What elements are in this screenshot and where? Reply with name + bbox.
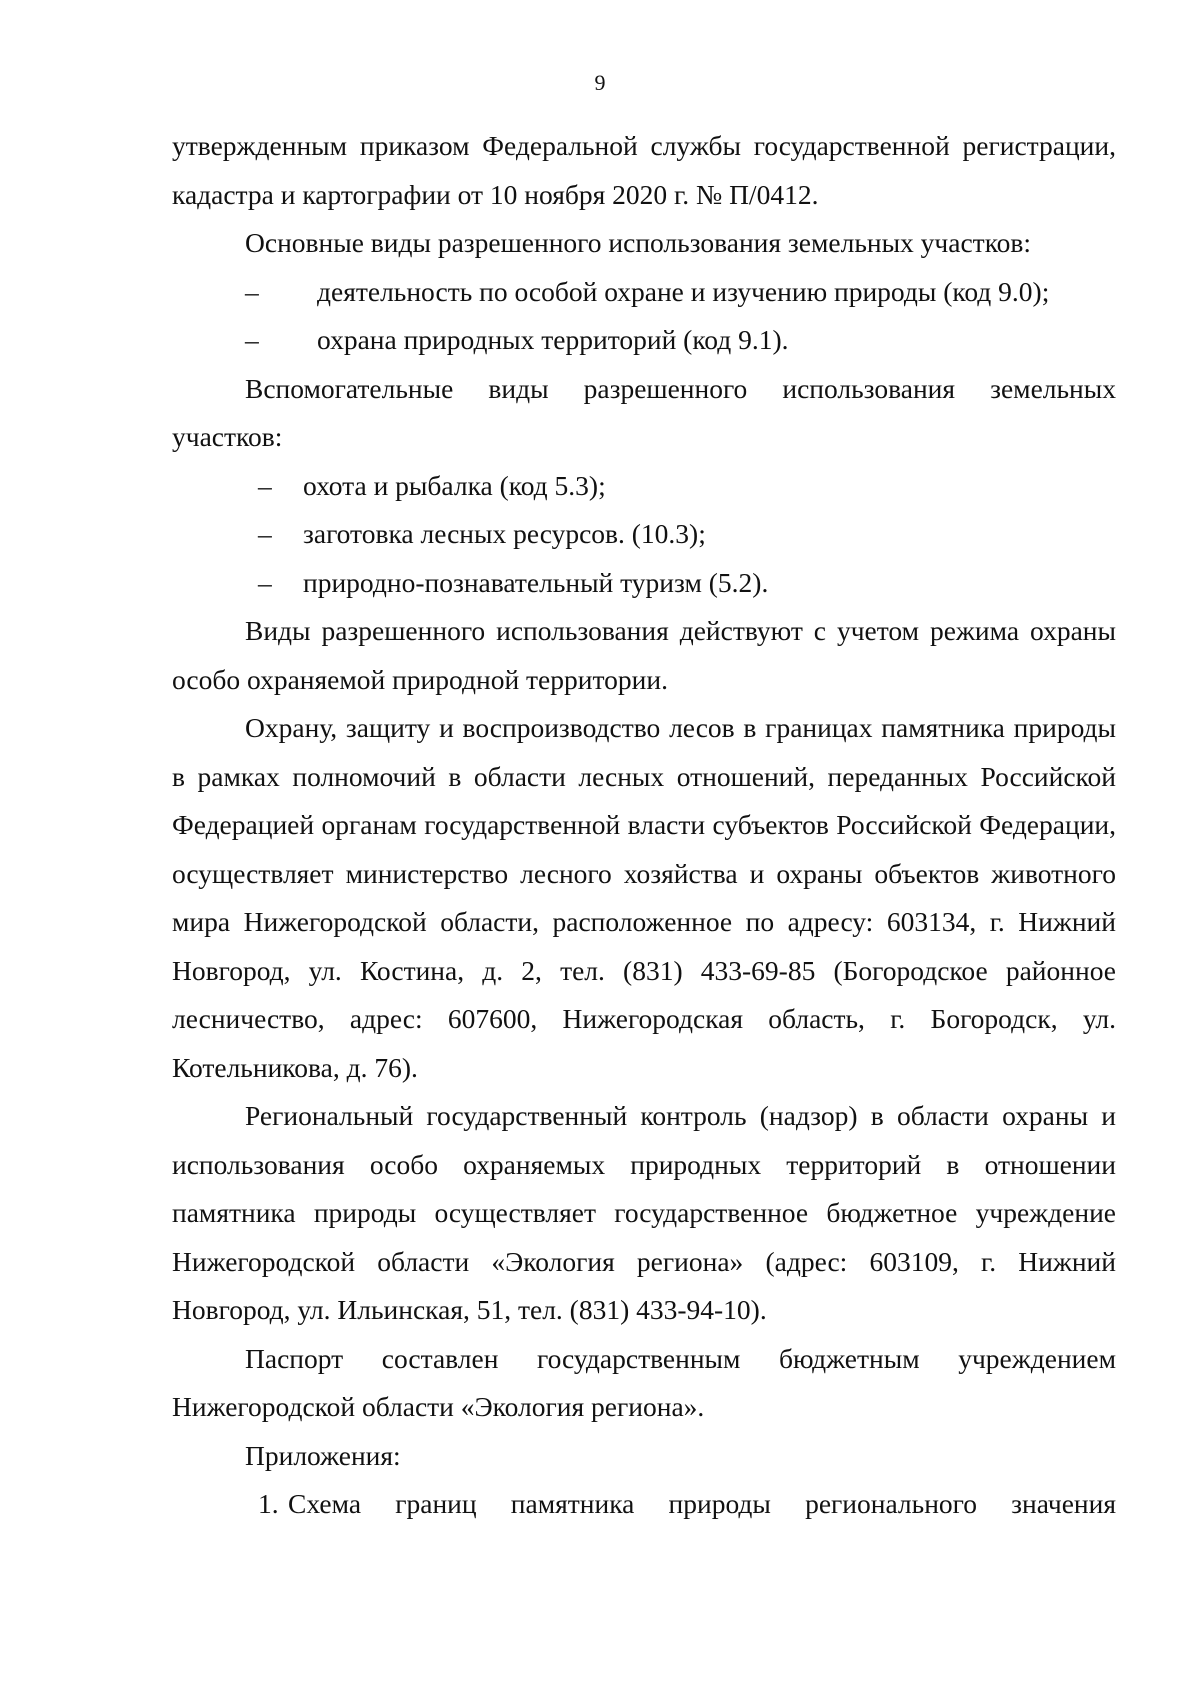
- aux-use-item: [172, 462, 1116, 511]
- main-use-item: [172, 268, 1116, 317]
- dash-bullet: –: [245, 324, 259, 355]
- attachment-text: Схема границ памятника природы регионального значения: [288, 1488, 1116, 1519]
- attachment-number: 1.: [258, 1488, 279, 1519]
- page-number: 9: [594, 70, 606, 95]
- paragraph-attachments-heading: Приложения:: [245, 1439, 401, 1471]
- main-use-item: [172, 316, 1116, 365]
- aux-use-text: охота и рыбалка (код 5.3);: [303, 469, 606, 501]
- main-use-text: охрана природных территорий (код 9.1).: [317, 324, 789, 355]
- paragraph-main-uses-heading: Основные виды разрешенного использования земельных участков:: [245, 227, 1032, 258]
- dash-bullet: –: [258, 518, 272, 549]
- dash-bullet: –: [258, 469, 272, 501]
- attachment-item: [258, 1480, 1116, 1529]
- aux-use-text: природно-познавательный туризм (5.2).: [303, 566, 769, 598]
- paragraph-passport-author: Паспорт составлен государственным бюджетным учреждением Нижегородской области «Экология региона».: [172, 1342, 1116, 1422]
- paragraph-forest-protection: Охрану, защиту и воспроизводство лесов в границах памятника природы в рамках полномочий в области лесных отношений, переданных Российской Федерацией органам государственной власти субъектов Российской Федерации, осуществляет министерство лесного хозяйства и охраны объектов животного мира Нижегородской области, расположенное по адресу: 603134, г. Нижний Новгород, ул. Костина, д. 2, тел. (831) 433-69-85 (Богородское районное лесничество, адрес: 607600, Нижегородская область, г. Богородск, ул. Котельникова, д. 76).: [172, 712, 1116, 1083]
- aux-use-text: заготовка лесных ресурсов. (10.3);: [303, 518, 706, 549]
- aux-use-item: [172, 559, 1116, 608]
- aux-use-item: [172, 510, 1116, 559]
- document-body: [172, 122, 1116, 1529]
- paragraph-regional-control: Региональный государственный контроль (надзор) в области охраны и использования особо охраняемых природных территорий в отношении памятника природы осуществляет государственное бюджетное учреждение Нижегородской области «Экология региона» (адрес: 603109, г. Нижний Новгород, ул. Ильинская, 51, тел. (831) 433-94-10).: [172, 1100, 1116, 1325]
- paragraph-intro: утвержденным приказом Федеральной службы государственной регистрации, кадастра и картографии от 10 ноября 2020 г. № П/0412.: [172, 130, 1116, 210]
- paragraph-aux-uses-heading: Вспомогательные виды разрешенного использования земельных участков:: [172, 372, 1116, 452]
- main-use-text: деятельность по особой охране и изучению природы (код 9.0);: [317, 275, 1050, 307]
- dash-bullet: –: [258, 566, 272, 598]
- paragraph-regime-note: Виды разрешенного использования действуют с учетом режима охраны особо охраняемой природной территории.: [172, 615, 1116, 695]
- dash-bullet: –: [245, 275, 259, 307]
